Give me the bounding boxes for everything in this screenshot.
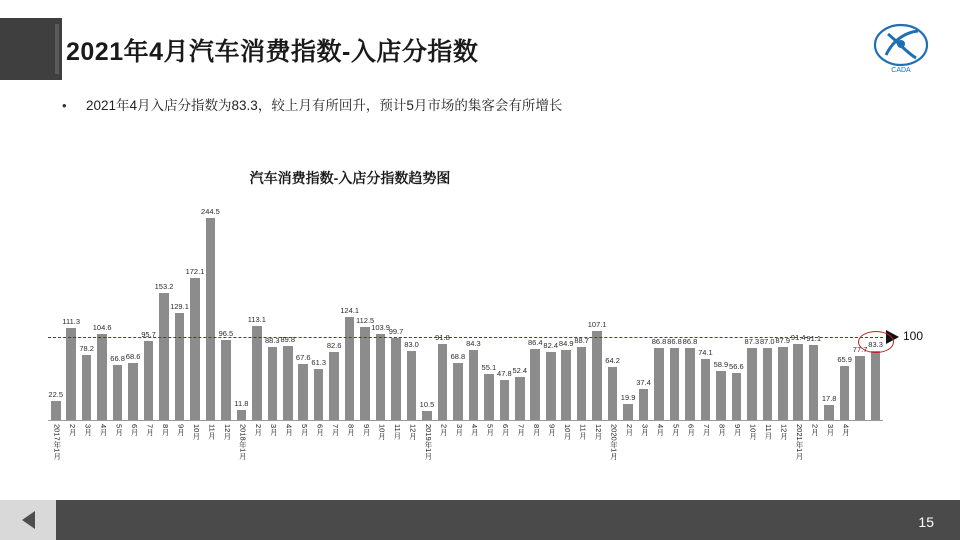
- bar-item: [837, 205, 852, 420]
- bar-value-label: 56.6: [729, 362, 744, 372]
- x-axis-label: 4月: [284, 424, 294, 436]
- bar: [66, 328, 76, 420]
- bar-value-label: 61.3: [311, 358, 327, 368]
- bar-value-label: 107.1: [587, 320, 607, 330]
- prev-arrow-icon: [22, 511, 35, 529]
- bar: [391, 338, 401, 420]
- bar-item: [265, 205, 280, 420]
- bar-item: [185, 205, 205, 420]
- bar: [623, 404, 633, 420]
- x-axis-label: 2月: [624, 424, 634, 436]
- bar-item: [497, 205, 512, 420]
- x-axis-label: 9月: [547, 424, 557, 436]
- reference-value-label: 100: [903, 329, 924, 344]
- bar-value-label: 153.2: [154, 282, 174, 292]
- bar-value-label: 89.8: [280, 334, 296, 344]
- bar-item: [311, 205, 326, 420]
- bar-value-label: 113.1: [247, 315, 266, 325]
- bar: [732, 373, 742, 420]
- x-axis-label: 7月: [702, 424, 712, 436]
- bar: [608, 367, 618, 420]
- bar: [577, 347, 587, 420]
- x-axis-label: 7月: [331, 424, 341, 436]
- bar-item: [587, 205, 607, 420]
- bar-item: [481, 205, 496, 420]
- bar: [97, 334, 107, 420]
- x-axis-label: 11月: [578, 424, 588, 440]
- page-number: 15: [918, 514, 934, 530]
- bar-value-label: 244.5: [201, 206, 220, 216]
- bar-item: [110, 205, 125, 420]
- bar-item: [651, 205, 666, 420]
- bar-item: [154, 205, 174, 420]
- x-axis-label: 12月: [593, 424, 603, 440]
- bar-item: [791, 205, 806, 420]
- bar: [82, 355, 92, 420]
- bar-value-label: 91.1: [806, 333, 822, 343]
- x-axis-label: 8月: [532, 424, 542, 436]
- bar-value-label: 112.5: [356, 315, 375, 325]
- bar: [221, 340, 231, 420]
- bar-value-label: 67.6: [295, 353, 311, 363]
- bar-item: [340, 205, 360, 420]
- bar-item: [729, 205, 744, 420]
- bar: [283, 346, 293, 420]
- x-axis-label: 3月: [83, 424, 93, 436]
- bar-item: [558, 205, 573, 420]
- bar-item: [435, 205, 450, 420]
- bar: [855, 356, 865, 420]
- bar-item: [528, 205, 543, 420]
- bar-item: [760, 205, 775, 420]
- bar: [345, 317, 355, 420]
- bar-item: [62, 205, 81, 420]
- bar-value-label: 65.9: [837, 354, 852, 364]
- svg-text:CADA: CADA: [891, 67, 911, 74]
- bar: [329, 352, 339, 420]
- x-axis-label: 4月: [655, 424, 665, 436]
- bar: [515, 377, 525, 420]
- bar-value-label: 86.8: [651, 337, 667, 347]
- bar-value-label: 83.3: [868, 340, 883, 350]
- bar: [500, 380, 510, 420]
- prev-button[interactable]: [0, 500, 56, 540]
- x-axis-label: 4月: [99, 424, 109, 436]
- x-axis-label: 7月: [516, 424, 526, 436]
- bar-item: [356, 205, 375, 420]
- header-accent-block: [0, 18, 62, 80]
- bar-value-label: 74.1: [698, 347, 713, 357]
- page-title: 2021年4月汽车消费指数-入店分指数: [66, 38, 479, 66]
- bar-item: [92, 205, 112, 420]
- bar: [840, 366, 850, 420]
- bar: [871, 351, 881, 420]
- bar-value-label: 47.8: [497, 369, 512, 379]
- bar-item: [682, 205, 697, 420]
- x-axis-label: 2020年1月: [609, 424, 619, 460]
- bar-value-label: 37.4: [636, 378, 651, 388]
- x-axis-label: 8月: [717, 424, 727, 436]
- bar: [237, 410, 247, 420]
- x-axis-label: 2019年1月: [423, 424, 433, 460]
- bar: [763, 348, 773, 420]
- bar-value-label: 68.6: [125, 352, 141, 362]
- bar-item: [667, 205, 682, 420]
- bar-item: [218, 205, 233, 420]
- bar-value-label: 52.4: [512, 365, 528, 375]
- bar: [670, 348, 680, 420]
- bar: [360, 327, 370, 420]
- x-axis-label: 8月: [346, 424, 356, 436]
- x-axis-label: 5月: [671, 424, 681, 436]
- bar-value-label: 96.5: [218, 329, 234, 339]
- bar-value-label: 88.3: [264, 335, 280, 345]
- bar-value-label: 10.5: [419, 400, 435, 410]
- bar: [530, 349, 540, 420]
- bar-item: [450, 205, 465, 420]
- x-axis-label: 10月: [377, 424, 387, 440]
- x-axis-label: 11月: [207, 424, 217, 440]
- bar-value-label: 82.6: [326, 340, 342, 350]
- bar-value-label: 172.1: [185, 266, 205, 276]
- bar-item: [775, 205, 790, 420]
- x-axis-label: 2月: [68, 424, 78, 436]
- x-axis-label: 5月: [485, 424, 495, 436]
- footer-bar: [0, 500, 960, 540]
- bar-value-label: 86.8: [682, 337, 698, 347]
- bar-value-label: 78.2: [79, 344, 94, 354]
- bar-item: [419, 205, 434, 420]
- bar-item: [234, 205, 249, 420]
- x-axis-label: 2月: [253, 424, 263, 436]
- bar: [453, 363, 463, 420]
- bar-item: [48, 205, 63, 420]
- bullet-list: [62, 96, 892, 116]
- bar: [685, 348, 695, 420]
- bar: [809, 345, 819, 420]
- bar-item: [744, 205, 759, 420]
- x-axis-label: 10月: [748, 424, 758, 440]
- bar-item: [868, 205, 883, 420]
- bar: [701, 359, 711, 420]
- bar-value-label: 86.8: [667, 337, 682, 347]
- bar-value-label: 68.8: [450, 352, 466, 362]
- bar-item: [404, 205, 419, 420]
- x-axis-label: 12月: [779, 424, 789, 440]
- chart-container: [30, 150, 930, 490]
- x-axis-label: 2月: [439, 424, 449, 436]
- x-axis-label: 6月: [130, 424, 140, 436]
- bar-item: [574, 205, 589, 420]
- x-axis-label: 6月: [686, 424, 696, 436]
- bar-value-label: 11.8: [234, 399, 249, 409]
- bar-value-label: 87.0: [759, 337, 775, 347]
- reference-line-100: [48, 337, 883, 338]
- x-axis-label: 2月: [810, 424, 820, 436]
- bar: [747, 348, 757, 420]
- bar-value-label: 91.8: [435, 333, 450, 343]
- bar-item: [296, 205, 311, 420]
- bar-value-label: 83.0: [404, 340, 419, 350]
- bar: [561, 350, 571, 420]
- bar-item: [203, 205, 218, 420]
- bullet-text: 2021年4月入店分指数为83.3，较上月有所回升，预计5月市场的集客会有所增长: [86, 98, 563, 113]
- bar: [716, 371, 726, 420]
- bar: [438, 344, 448, 420]
- x-axis-label: 6月: [315, 424, 325, 436]
- bar-item: [512, 205, 527, 420]
- bar: [113, 365, 123, 420]
- bar-value-label: 129.1: [170, 302, 189, 312]
- title-divider: [55, 24, 59, 74]
- bar-value-label: 55.1: [481, 363, 497, 373]
- bar: [128, 363, 138, 420]
- bar: [824, 405, 834, 420]
- bar: [159, 293, 169, 420]
- bar-value-label: 99.7: [388, 326, 404, 336]
- x-axis-label: 12月: [408, 424, 418, 440]
- x-axis-label: 3月: [454, 424, 464, 436]
- bar-value-label: 104.6: [92, 322, 112, 332]
- bar: [314, 369, 324, 420]
- bar: [422, 411, 432, 420]
- bar: [144, 341, 154, 420]
- bar-value-label: 111.3: [62, 316, 81, 326]
- bar-item: [713, 205, 728, 420]
- x-axis-label: 9月: [361, 424, 371, 436]
- x-axis-label: 10月: [563, 424, 572, 440]
- bar-item: [852, 205, 867, 420]
- bar-item: [466, 205, 481, 420]
- chart-title: 汽车消费指数-入店分指数趋势图: [249, 170, 451, 186]
- x-axis-label: 3月: [640, 424, 650, 436]
- bar-item: [806, 205, 821, 420]
- bar-value-label: 88.7: [574, 335, 589, 345]
- bar-value-label: 22.5: [48, 390, 64, 400]
- bar: [592, 331, 602, 420]
- bar: [175, 313, 185, 420]
- x-axis-label: 3月: [825, 424, 835, 436]
- bar: [639, 389, 649, 420]
- x-axis-label: 4月: [841, 424, 851, 436]
- bar-item: [636, 205, 651, 420]
- chart-plot-area: [48, 205, 883, 420]
- bar-value-label: 103.9: [371, 323, 390, 333]
- bar-value-label: 91.4: [790, 333, 806, 343]
- bar: [51, 401, 61, 420]
- x-axis-label: 4月: [470, 424, 480, 436]
- bar: [654, 348, 664, 420]
- bar-value-label: 58.9: [713, 360, 729, 370]
- bar: [298, 364, 308, 420]
- bar-item: [388, 205, 403, 420]
- bar: [407, 351, 417, 420]
- bar-item: [141, 205, 156, 420]
- bar-value-label: 64.2: [605, 355, 620, 365]
- bar-value-label: 95.7: [141, 329, 156, 339]
- bar: [376, 334, 386, 420]
- bar-value-label: 82.4: [543, 340, 559, 350]
- x-axis-label: 12月: [222, 424, 232, 440]
- bar-item: [373, 205, 388, 420]
- x-axis-label: 9月: [733, 424, 743, 436]
- x-axis-label: 2017年1月: [52, 424, 62, 460]
- bar-value-label: 84.9: [558, 338, 574, 348]
- x-axis-label: 7月: [145, 424, 155, 436]
- x-axis-label: 10月: [191, 424, 201, 440]
- bar-value-label: 66.8: [110, 353, 125, 363]
- x-axis-label: 2021年1月: [794, 424, 804, 460]
- bar: [268, 347, 278, 420]
- bullet-marker: •: [62, 98, 67, 113]
- x-axis-label: 9月: [176, 424, 186, 436]
- bar-item: [79, 205, 94, 420]
- bar-series: [48, 205, 883, 420]
- x-axis-label: 6月: [501, 424, 511, 436]
- bar-item: [172, 205, 187, 420]
- bar: [546, 352, 556, 420]
- bar-value-label: 87.3: [744, 336, 760, 346]
- cada-logo-icon: [866, 22, 936, 76]
- bar-value-label: 84.3: [466, 339, 481, 349]
- x-axis-label: 11月: [764, 424, 774, 440]
- bar-item: [698, 205, 713, 420]
- bar-value-label: 77.7: [852, 344, 868, 354]
- bar-value-label: 86.4: [527, 337, 543, 347]
- bar: [190, 278, 200, 420]
- bar-item: [125, 205, 140, 420]
- bar-value-label: 19.9: [620, 392, 636, 402]
- bar: [793, 344, 803, 420]
- bar: [484, 374, 494, 420]
- bar-item: [821, 205, 836, 420]
- bar-value-label: 124.1: [340, 306, 360, 316]
- bar: [252, 326, 262, 420]
- bar: [778, 347, 788, 420]
- bar-item: [543, 205, 558, 420]
- bar-item: [280, 205, 295, 420]
- x-axis-label: 5月: [300, 424, 310, 436]
- bar-value-label: 87.9: [775, 336, 791, 346]
- bar-item: [249, 205, 264, 420]
- x-axis-label: 2018年1月: [238, 424, 248, 460]
- x-axis-label: 3月: [269, 424, 279, 436]
- bar-value-label: 17.8: [821, 394, 837, 404]
- highlight-ellipse: [858, 331, 894, 353]
- bar-item: [620, 205, 635, 420]
- x-axis-label: 11月: [392, 424, 402, 440]
- x-axis-label: 8月: [160, 424, 170, 436]
- x-axis: [48, 420, 883, 421]
- bar: [469, 350, 479, 420]
- bar-item: [605, 205, 620, 420]
- bar: [206, 218, 216, 420]
- x-axis-label: 5月: [114, 424, 124, 436]
